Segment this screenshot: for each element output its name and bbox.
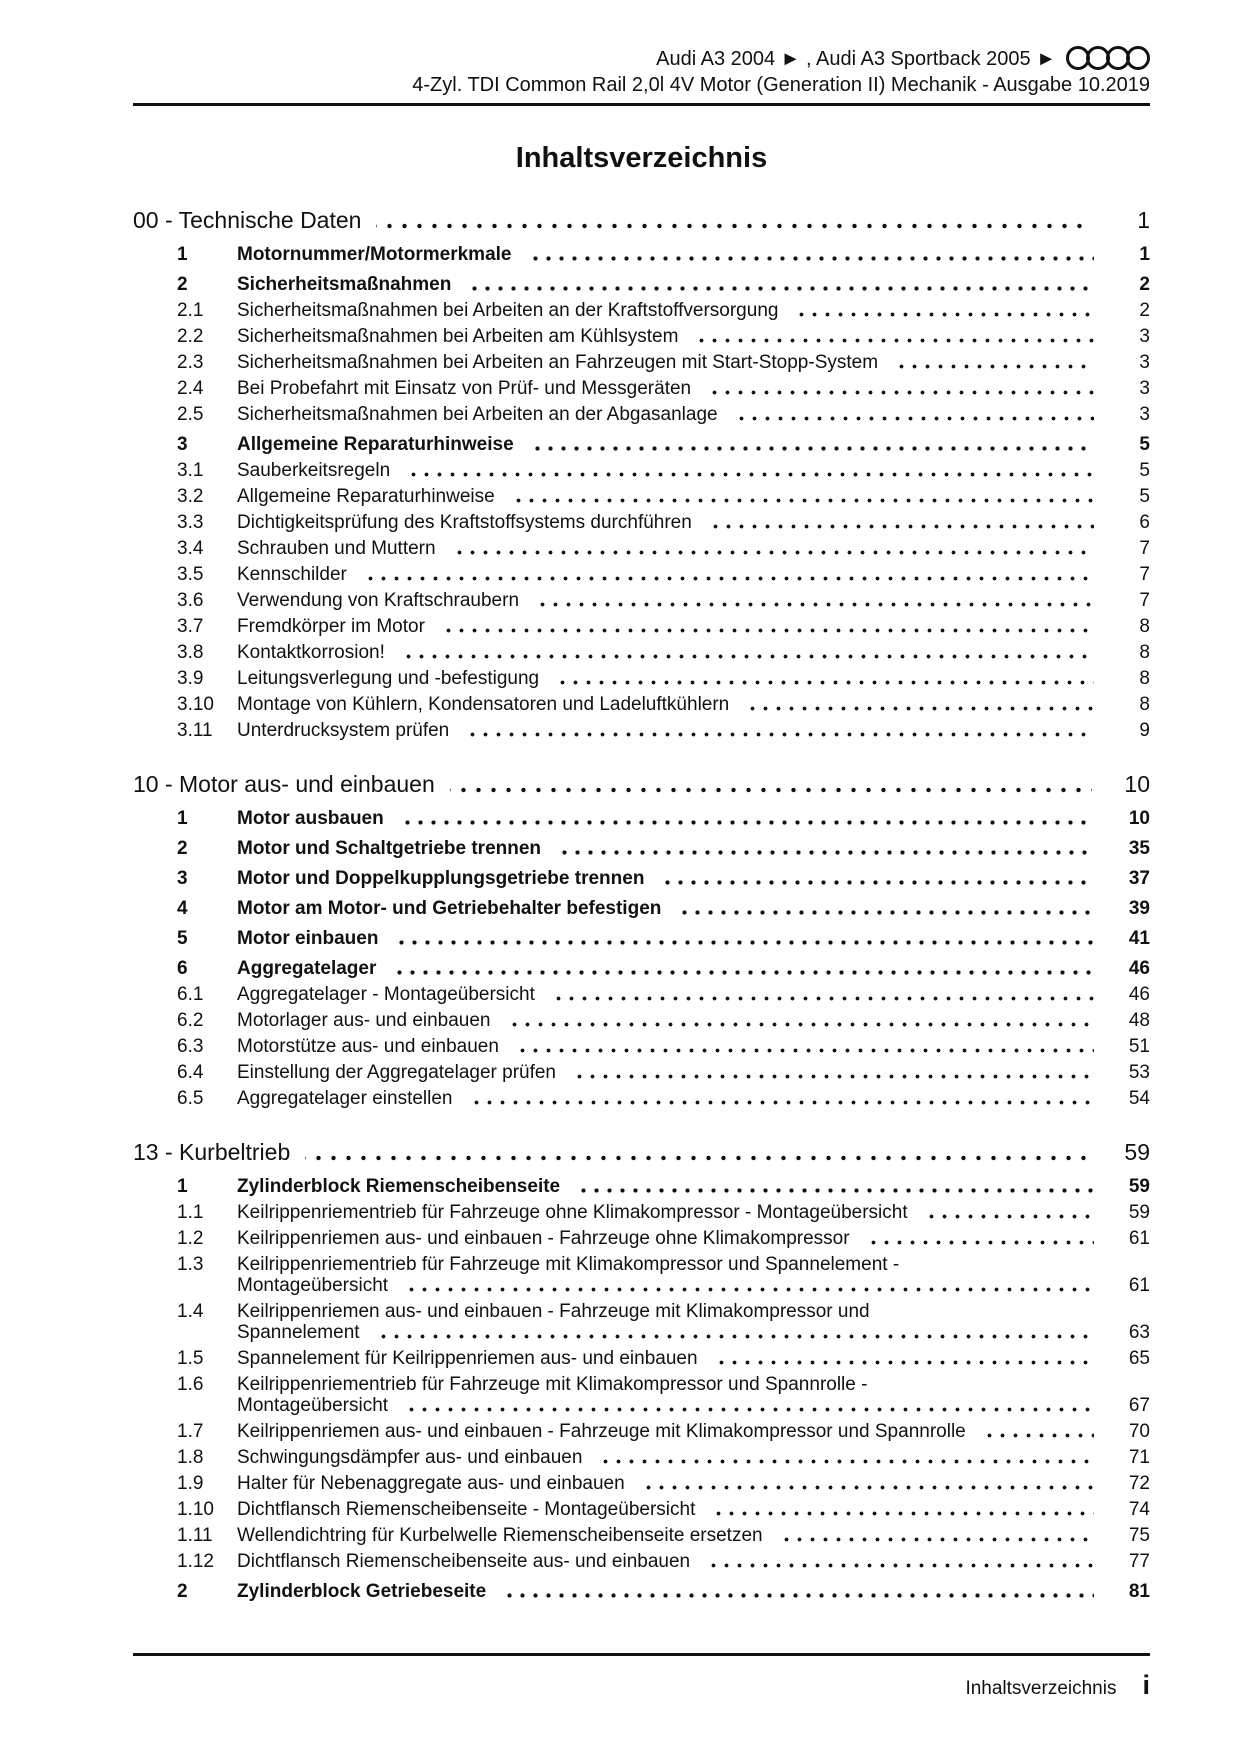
toc-entry-title: Allgemeine Reparaturhinweise [237,434,514,455]
toc-entry-page: 6 [1139,512,1150,533]
toc-entry-title: Aggregatelager - Montageübersicht [237,984,535,1005]
toc-entry-title: Sicherheitsmaßnahmen bei Arbeiten am Kühlsystem [237,326,679,347]
toc-entry [133,928,1150,949]
toc-entry-title: Allgemeine Reparaturhinweise [237,486,495,507]
toc-entry-title: Motor und Schaltgetriebe trennen [237,838,542,859]
toc-entry-number: 6.4 [177,1062,204,1083]
toc-entry-number: 1.10 [177,1499,214,1520]
toc-entry-number: 3.1 [177,460,204,481]
toc-entry [133,378,1150,399]
toc-entry-number: 2.3 [177,352,204,373]
header-divider [133,103,1150,106]
toc-entry [133,1254,1150,1296]
dot-leader [704,378,1094,399]
toc-entry-page: 51 [1128,1036,1150,1057]
toc-entry [133,1348,1150,1369]
dot-leader [891,352,1094,373]
toc-entry-page: 61 [1128,1228,1150,1249]
toc-entry-title: Sauberkeitsregeln [237,460,391,481]
toc-entry-title: Verwendung von Kraftschraubern [237,590,520,611]
toc-entry-page: 1 [1139,244,1150,265]
toc-entry-number: 6 [177,958,188,979]
toc-entry-title: Aggregatelager einstellen [237,1088,453,1109]
dot-leader [703,1551,1094,1572]
toc-entry-title: Motor und Doppelkupplungsgetriebe trennen [237,868,645,889]
toc-entry [133,590,1150,611]
toc-entry-title-line2 [237,1322,1150,1343]
toc-entry-number: 1.1 [177,1202,204,1223]
toc-entry-title-line2 [237,1395,1150,1416]
toc-entry-title: Motorlager aus- und einbauen [237,1010,491,1031]
dot-leader [504,1010,1094,1031]
toc-entry-number: 2 [177,274,188,295]
toc-entry [133,1176,1150,1197]
toc-entry [133,1473,1150,1494]
toc-entry-title: Unterdrucksystem prüfen [237,720,450,741]
toc-entry-page: 8 [1139,668,1150,689]
audi-rings-logo [1066,44,1150,72]
toc-entry-title: Motorstütze aus- und einbauen [237,1036,499,1057]
toc-entry-title: Dichtflansch Riemenscheibenseite - Montageübersicht [237,1499,696,1520]
toc-entry-number: 1.4 [177,1301,204,1322]
toc-entry [133,1421,1150,1442]
toc-entry-number: 1.11 [177,1525,213,1546]
toc-section-title: 00 - Technische Daten [133,207,362,233]
toc-entry-title: Keilrippenriemen aus- und einbauen - Fahrzeuge mit Klimakompressor und Spannrolle [237,1421,966,1442]
dot-leader [674,898,1094,919]
toc-entry-page: 9 [1139,720,1150,741]
dot-leader [708,1499,1094,1520]
toc-entry-title: Sicherheitsmaßnahmen bei Arbeiten an der Abgasanlage [237,404,718,425]
toc-entry-title: Kennschilder [237,564,347,585]
toc-entry-page: 7 [1139,564,1150,585]
toc-entry-page: 53 [1128,1062,1150,1083]
toc-entry-number: 3.9 [177,668,204,689]
toc-entry-page: 10 [1128,808,1150,829]
toc-entry [133,326,1150,347]
toc-entry-number: 2.1 [177,300,204,321]
dot-leader [389,958,1094,979]
toc-entry [133,538,1150,559]
toc-entry [133,352,1150,373]
toc-entry-page: 8 [1139,694,1150,715]
dot-leader [462,720,1094,741]
toc-entry [133,984,1150,1005]
toc-entry-title: Dichtflansch Riemenscheibenseite aus- und einbauen [237,1551,691,1572]
toc-entry-title: Sicherheitsmaßnahmen bei Arbeiten an Fahrzeugen mit Start-Stopp-System [237,352,879,373]
toc-entry [133,274,1150,295]
toc-entry-page: 54 [1128,1088,1150,1109]
toc-entry [133,564,1150,585]
dot-leader [532,590,1094,611]
footer-label: Inhaltsverzeichnis [965,1678,1117,1699]
toc-entry-title: Fremdkörper im Motor [237,616,425,637]
dot-leader [466,1088,1095,1109]
toc-entry-number: 6.5 [177,1088,204,1109]
toc-entry-page: 72 [1128,1473,1150,1494]
toc-section-entries [133,1176,1150,1602]
toc-entry-number: 2.4 [177,378,204,399]
toc-entry-number: 2 [177,1581,188,1602]
dot-leader [360,564,1094,585]
toc-entry-page: 59 [1128,1176,1150,1197]
toc-entry-page: 3 [1139,378,1150,399]
toc-entry [133,808,1150,829]
toc-entry-page: 59 [1128,1202,1150,1223]
toc-entry-page: 46 [1128,984,1150,1005]
toc-entry-page: 75 [1128,1525,1150,1546]
toc-section-entries [133,244,1150,741]
toc-section-entries [133,808,1150,1109]
toc-entry [133,512,1150,533]
toc-entry-number: 1.5 [177,1348,204,1369]
toc-entry [133,1088,1150,1109]
dot-leader [731,404,1094,425]
toc-entry [133,1036,1150,1057]
dot-leader [438,616,1094,637]
toc-entry-page: 35 [1128,838,1150,859]
toc-entry-number: 1.7 [177,1421,204,1442]
header-model-line [133,44,1150,72]
toc-entry-title: Motornummer/Motormerkmale [237,244,512,265]
footer-page-number: i [1142,1670,1150,1700]
dot-leader [525,244,1095,265]
toc-section-page: 1 [1137,207,1150,233]
toc-entry-number: 1.2 [177,1228,204,1249]
toc-entry-number: 3.7 [177,616,204,637]
toc-entry-number: 6.1 [177,984,204,1005]
toc-entry [133,1301,1150,1343]
dot-leader [638,1473,1094,1494]
toc-entry [133,694,1150,715]
table-of-contents [133,205,1150,1602]
toc-entry-page: 67 [1128,1395,1150,1416]
toc-entry-page: 41 [1128,928,1150,949]
toc-entry-body [237,1374,1150,1416]
toc-entry-page: 65 [1128,1348,1150,1369]
dot-leader [464,274,1094,295]
dot-leader [691,326,1094,347]
toc-section-title: 13 - Kurbeltrieb [133,1139,291,1165]
toc-entry-page: 81 [1128,1581,1150,1602]
dot-leader [548,984,1094,1005]
dot-leader [512,1036,1094,1057]
toc-entry-title: Schrauben und Muttern [237,538,436,559]
toc-entry [133,460,1150,481]
dot-leader [449,538,1094,559]
toc-entry-page: 63 [1128,1322,1150,1343]
dot-leader [398,642,1094,663]
toc-entry-number: 1.9 [177,1473,204,1494]
toc-entry-title-line2 [237,1275,1150,1296]
toc-entry-number: 1.3 [177,1254,204,1275]
toc-entry-number: 1.8 [177,1447,204,1468]
toc-entry-page: 48 [1128,1010,1150,1031]
toc-entry-page: 71 [1128,1447,1150,1468]
toc-entry-title: Keilrippenriementrieb für Fahrzeuge mit Klimakompressor und Spannelement - [237,1254,900,1275]
toc-entry [133,1499,1150,1520]
dot-leader [711,1348,1094,1369]
toc-entry-number: 2.5 [177,404,204,425]
dot-leader [376,205,1092,235]
dot-leader [527,434,1094,455]
dot-leader [776,1525,1094,1546]
header-subtitle: 4-Zyl. TDI Common Rail 2,0l 4V Motor (Generation II) Mechanik - Ausgabe 10.2019 [412,74,1150,96]
toc-entry-page: 5 [1139,434,1150,455]
dot-leader [401,1275,1094,1296]
toc-entry-number: 3.3 [177,512,204,533]
dot-leader [569,1062,1094,1083]
toc-entry-number: 3.11 [177,720,213,741]
toc-entry-title: Spannelement für Keilrippenriemen aus- und einbauen [237,1348,698,1369]
toc-entry-title: Schwingungsdämpfer aus- und einbauen [237,1447,583,1468]
toc-entry [133,616,1150,637]
toc-entry-page: 3 [1139,352,1150,373]
toc-entry-page: 3 [1139,404,1150,425]
dot-leader [657,868,1094,889]
toc-entry-title: Dichtigkeitsprüfung des Kraftstoffsystems durchführen [237,512,692,533]
toc-entry-title: Sicherheitsmaßnahmen bei Arbeiten an der Kraftstoffversorgung [237,300,779,321]
toc-entry-number: 1 [177,244,188,265]
dot-leader [705,512,1094,533]
toc-entry [133,958,1150,979]
toc-entry-title: Aggregatelager [237,958,377,979]
toc-entry-number: 2.2 [177,326,204,347]
toc-section-title: 10 - Motor aus- und einbauen [133,771,435,797]
toc-section-page: 59 [1124,1139,1150,1165]
toc-entry-title-continuation: Montageübersicht [237,1395,389,1416]
toc-entry-title: Motor am Motor- und Getriebehalter befestigen [237,898,662,919]
toc-entry [133,434,1150,455]
toc-entry-title: Wellendichtring für Kurbelwelle Riemenscheibenseite ersetzen [237,1525,763,1546]
toc-entry-title: Halter für Nebenaggregate aus- und einbauen [237,1473,625,1494]
toc-entry-page: 2 [1139,300,1150,321]
toc-section-header [133,205,1150,235]
toc-entry-number: 3 [177,434,188,455]
dot-leader [742,694,1094,715]
toc-entry [133,300,1150,321]
toc-section [133,205,1150,741]
dot-leader [373,1322,1094,1343]
toc-entry [133,1010,1150,1031]
toc-entry-page: 37 [1128,868,1150,889]
toc-entry-number: 3.10 [177,694,214,715]
toc-entry-number: 6.3 [177,1036,204,1057]
page-title: Inhaltsverzeichnis [515,142,768,174]
dot-leader [791,300,1094,321]
toc-entry-title: Einstellung der Aggregatelager prüfen [237,1062,557,1083]
toc-entry [133,1551,1150,1572]
toc-entry [133,1374,1150,1416]
toc-entry-title: Bei Probefahrt mit Einsatz von Prüf- und Messgeräten [237,378,692,399]
dot-leader [863,1228,1094,1249]
toc-entry [133,1228,1150,1249]
dot-leader [305,1137,1092,1167]
toc-entry-page: 3 [1139,326,1150,347]
toc-entry-number: 3 [177,868,188,889]
toc-entry-title: Motor einbauen [237,928,379,949]
dot-leader [979,1421,1094,1442]
toc-entry-number: 6.2 [177,1010,204,1031]
toc-entry-page: 70 [1128,1421,1150,1442]
document-header [133,0,1150,106]
toc-entry-page: 8 [1139,642,1150,663]
toc-entry-page: 5 [1139,486,1150,507]
toc-entry [133,898,1150,919]
toc-entry-title-continuation: Montageübersicht [237,1275,389,1296]
toc-entry [133,868,1150,889]
toc-entry-page: 2 [1139,274,1150,295]
toc-entry-number: 3.8 [177,642,204,663]
header-model-text: Audi A3 2004 ► , Audi A3 Sportback 2005 ► [656,48,1056,70]
dot-leader [397,808,1094,829]
toc-entry-number: 1.6 [177,1374,204,1395]
toc-entry-number: 5 [177,928,188,949]
toc-entry-number: 3.4 [177,538,204,559]
dot-leader [921,1202,1094,1223]
dot-leader [403,460,1094,481]
toc-entry-body [237,1254,1150,1296]
toc-entry [133,838,1150,859]
toc-entry-title: Keilrippenriementrieb für Fahrzeuge ohne Klimakompressor - Montageübersicht [237,1202,908,1223]
toc-entry-page: 61 [1128,1275,1150,1296]
toc-entry [133,720,1150,741]
toc-entry [133,244,1150,265]
toc-section-header [133,1137,1150,1167]
toc-entry-number: 1.12 [177,1551,214,1572]
toc-entry-page: 8 [1139,616,1150,637]
toc-entry-body [237,1301,1150,1343]
toc-entry-page: 5 [1139,460,1150,481]
toc-entry-number: 2 [177,838,188,859]
toc-entry [133,1447,1150,1468]
toc-entry-number: 3.2 [177,486,204,507]
toc-entry-title: Zylinderblock Riemenscheibenseite [237,1176,561,1197]
toc-entry-page: 77 [1128,1551,1150,1572]
dot-leader [499,1581,1094,1602]
toc-entry [133,1581,1150,1602]
toc-section [133,769,1150,1109]
dot-leader [508,486,1094,507]
toc-entry-title: Sicherheitsmaßnahmen [237,274,452,295]
toc-entry-page: 7 [1139,538,1150,559]
toc-entry-title: Zylinderblock Getriebeseite [237,1581,487,1602]
dot-leader [595,1447,1094,1468]
toc-entry [133,668,1150,689]
toc-entry-number: 4 [177,898,188,919]
dot-leader [450,769,1092,799]
toc-entry-number: 1 [177,1176,188,1197]
toc-entry-page: 46 [1128,958,1150,979]
toc-section-header [133,769,1150,799]
dot-leader [573,1176,1094,1197]
toc-entry [133,486,1150,507]
toc-section [133,1137,1150,1602]
page-content [133,0,1150,1607]
dot-leader [554,838,1094,859]
toc-entry-title-continuation: Spannelement [237,1322,360,1343]
toc-entry [133,1062,1150,1083]
dot-leader [391,928,1094,949]
toc-entry [133,1525,1150,1546]
toc-entry-page: 74 [1128,1499,1150,1520]
dot-leader [401,1395,1094,1416]
toc-entry-page: 39 [1128,898,1150,919]
toc-entry [133,642,1150,663]
toc-entry-page: 7 [1139,590,1150,611]
toc-entry-number: 3.5 [177,564,204,585]
document-footer [133,1653,1150,1701]
toc-section-page: 10 [1124,771,1150,797]
dot-leader [552,668,1094,689]
toc-entry-title: Leitungsverlegung und -befestigung [237,668,540,689]
toc-entry [133,404,1150,425]
toc-entry [133,1202,1150,1223]
toc-entry-title: Keilrippenriementrieb für Fahrzeuge mit Klimakompressor und Spannrolle - [237,1374,868,1395]
toc-entry-number: 1 [177,808,188,829]
toc-entry-title: Montage von Kühlern, Kondensatoren und Ladeluftkühlern [237,694,730,715]
toc-entry-title: Keilrippenriemen aus- und einbauen - Fahrzeuge mit Klimakompressor und [237,1301,870,1322]
toc-entry-number: 3.6 [177,590,204,611]
toc-entry-title: Motor ausbauen [237,808,384,829]
toc-entry-title: Keilrippenriemen aus- und einbauen - Fahrzeuge ohne Klimakompressor [237,1228,850,1249]
toc-entry-title: Kontaktkorrosion! [237,642,385,663]
